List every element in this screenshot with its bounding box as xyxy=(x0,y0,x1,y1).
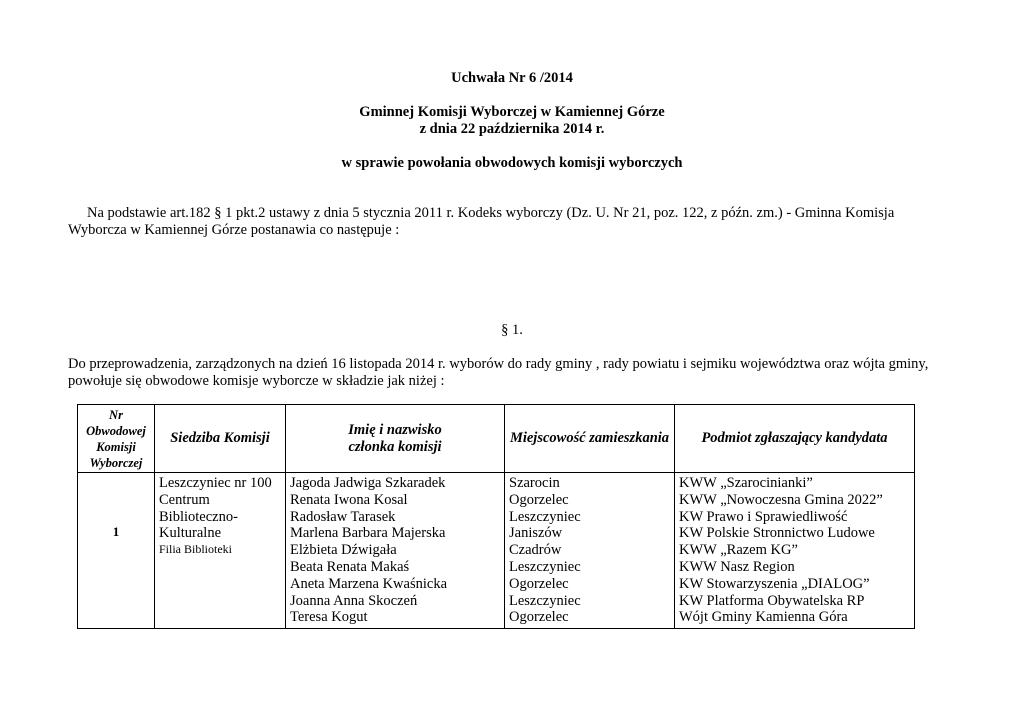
section-mark: § 1. xyxy=(501,322,523,338)
header-proposer: Podmiot zgłaszający kandydata xyxy=(675,405,915,473)
commission-seat xyxy=(155,473,286,629)
resolution-date: z dnia 22 października 2014 r. xyxy=(419,121,605,137)
member-proposer: KWW „Nowoczesna Gmina 2022” xyxy=(679,491,883,508)
member-residence: Janiszów xyxy=(509,525,563,542)
member-name: Radosław Tarasek xyxy=(290,508,396,525)
seat-line: Leszczyniec nr 100 xyxy=(159,475,272,491)
member-proposer: KW Prawo i Sprawiedliwość xyxy=(679,508,848,525)
header-residence: Miejscowość zamieszkania xyxy=(505,405,675,473)
member-name: Aneta Marzena Kwaśnicka xyxy=(290,575,448,592)
seat-line: Kulturalne xyxy=(159,525,222,542)
header-commission-seat: Siedziba Komisji xyxy=(155,405,286,473)
member-residence: Leszczyniec xyxy=(509,592,581,609)
header-nr-line: Komisji xyxy=(96,439,136,454)
header-name-line: członka komisji xyxy=(348,438,442,455)
resolution-number: Uchwała Nr 6 /2014 xyxy=(451,70,573,86)
member-proposer: KW Stowarzyszenia „DIALOG” xyxy=(679,575,870,592)
member-residence: Ogorzelec xyxy=(509,491,569,508)
commission-table xyxy=(77,404,915,629)
header-nr-line: Obwodowej xyxy=(86,423,146,438)
member-proposer: Wójt Gminy Kamienna Góra xyxy=(679,609,848,626)
member-proposer: KWW „Razem KG” xyxy=(679,542,798,559)
table-header-row xyxy=(78,405,915,473)
header-nr-line: Nr xyxy=(109,407,123,422)
member-proposer: KWW „Szarocinianki” xyxy=(679,475,813,491)
member-residence: Szarocin xyxy=(509,475,560,491)
member-name: Jagoda Jadwiga Szkaradek xyxy=(290,475,446,491)
seat-line: Centrum xyxy=(159,491,210,508)
commission-name: Gminnej Komisji Wyborczej w Kamiennej Górze xyxy=(359,104,665,120)
member-proposer: KWW Nasz Region xyxy=(679,558,795,575)
header-member-name xyxy=(286,405,505,473)
member-residence: Ogorzelec xyxy=(509,609,569,626)
table-row xyxy=(78,473,915,629)
seat-line: Biblioteczno- xyxy=(159,508,238,525)
member-name: Joanna Anna Skoczeń xyxy=(290,592,418,609)
header-commission-number xyxy=(78,405,155,473)
resolution-subject: w sprawie powołania obwodowych komisji wyborczych xyxy=(341,155,683,171)
section-paragraph: Do przeprowadzenia, zarządzonych na dzień 16 listopada 2014 r. wyborów do rady gminy , rady powiatu i sejmiku województwa oraz wójta gminy, powołuje się obwodowe komisje wyborcze w składzie jak niżej : xyxy=(68,356,929,389)
header-nr-line: Wyborczej xyxy=(89,455,143,470)
seat-note: Filia Biblioteki xyxy=(159,542,233,557)
member-residences xyxy=(505,473,675,629)
member-residence: Czadrów xyxy=(509,542,562,559)
member-names xyxy=(286,473,505,629)
commission-number: 1 xyxy=(78,473,155,629)
member-name: Marlena Barbara Majerska xyxy=(290,525,446,542)
preamble-paragraph: Na podstawie art.182 § 1 pkt.2 ustawy z dnia 5 stycznia 2011 r. Kodeks wyborczy (Dz. U. Nr 21, poz. 122, z późn. zm.) - Gminna Komisja Wyborcza w Kamiennej Górze postanawia co następuje : xyxy=(68,205,895,238)
member-residence: Leszczyniec xyxy=(509,508,581,525)
member-proposer: KW Platforma Obywatelska RP xyxy=(679,592,865,609)
member-name: Beata Renata Makaś xyxy=(290,558,410,575)
member-name: Renata Iwona Kosal xyxy=(290,491,408,508)
header-name-line: Imię i nazwisko xyxy=(348,421,442,438)
member-residence: Leszczyniec xyxy=(509,558,581,575)
member-residence: Ogorzelec xyxy=(509,575,569,592)
member-name: Teresa Kogut xyxy=(290,609,368,626)
member-proposers xyxy=(675,473,915,629)
member-name: Elżbieta Dźwigała xyxy=(290,542,397,559)
member-proposer: KW Polskie Stronnictwo Ludowe xyxy=(679,525,875,542)
